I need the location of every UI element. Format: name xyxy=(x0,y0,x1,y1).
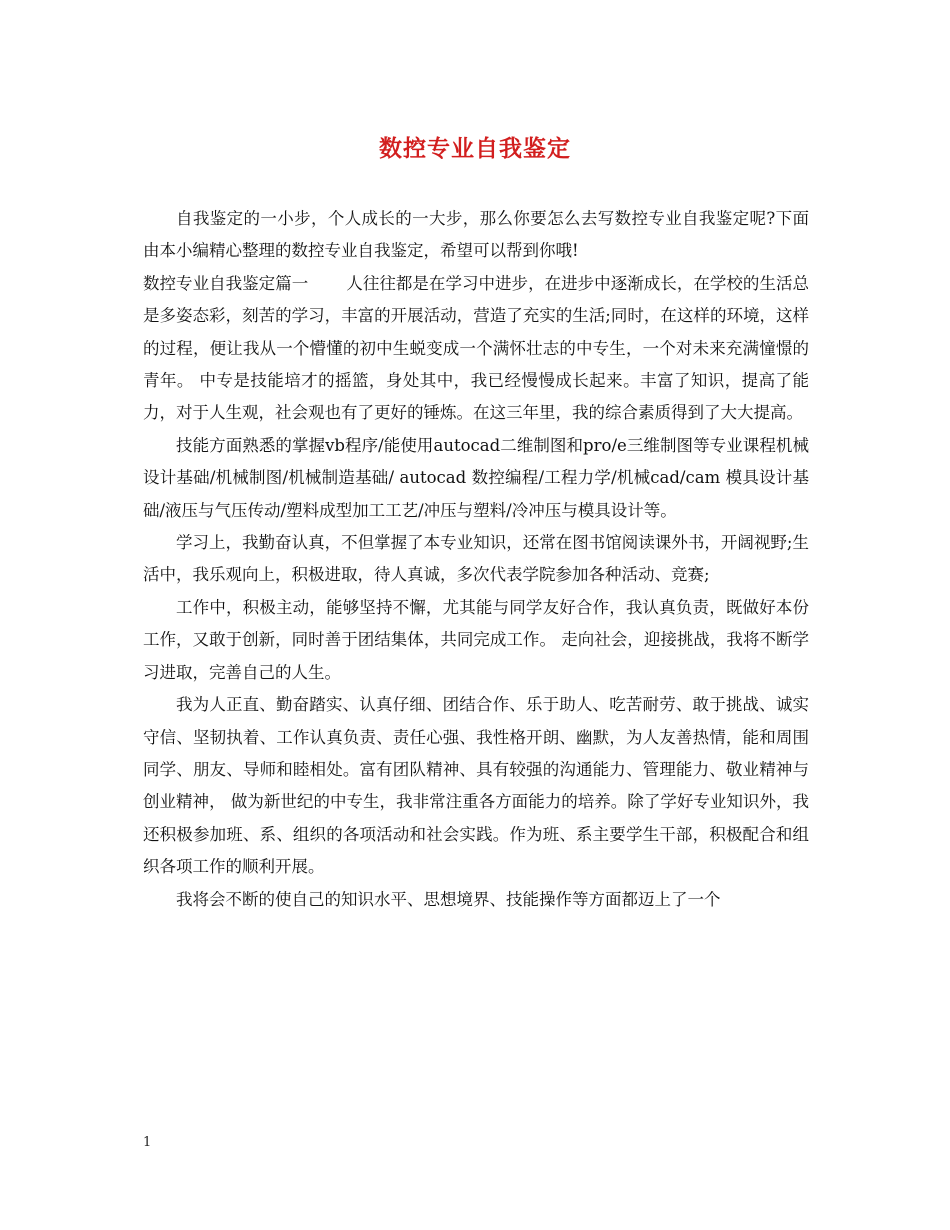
intro-paragraph: 自我鉴定的一小步，个人成长的一大步，那么你要怎么去写数控专业自我鉴定呢?下面由本小编精心整理的数控专业自我鉴定，希望可以帮到你哦! xyxy=(143,209,809,261)
paragraph-1-text: 人往往都是在学习中进步，在进步中逐渐成长，在学校的生活总是多姿态彩，刻苦的学习，丰富的开展活动，营造了充实的生活;同时，在这样的环境，这样的过程，便让我从一个懵懂的初中生蜕变成一个满怀壮志的中专生，一个对未来充满憧憬的青年。 中专是技能培才的摇篮，身处其中，我已经慢慢成长起来。丰富了知识，提高了能力，对于人生观，社会观也有了更好的锤炼。在这三年里，我的综合素质得到了大大提高。 xyxy=(143,273,810,423)
paragraph-3: 学习上，我勤奋认真，不但掌握了本专业知识，还常在图书馆阅读课外书，开阔视野;生活中，我乐观向上，积极进取，待人真诚，多次代表学院参加各种活动、竞赛; xyxy=(143,533,809,585)
paragraph-4: 工作中，积极主动，能够坚持不懈，尤其能与同学友好合作，我认真负责，既做好本份工作，又敢于创新，同时善于团结集体，共同完成工作。 走向社会，迎接挑战，我将不断学习进取，完善自己的人生。 xyxy=(143,597,809,682)
section-label: 数控专业自我鉴定篇一 xyxy=(143,273,309,293)
page-number: 1 xyxy=(143,1135,152,1150)
document-body xyxy=(143,203,809,916)
paragraph-6: 我将会不断的使自己的知识水平、思想境界、技能操作等方面都迈上了一个 xyxy=(176,889,721,909)
paragraph-2: 技能方面熟悉的掌握vb程序/能使用autocad二维制图和pro/e三维制图等专业课程机械设计基础/机械制图/机械制造基础/ autocad 数控编程/工程力学/机械cad/cam 模具设计基础/液压与气压传动/塑料成型加工工艺/冲压与塑料/冷冲压与模具设计等。 xyxy=(143,435,809,520)
section-paragraph-1 xyxy=(143,268,809,430)
paragraph-5: 我为人正直、勤奋踏实、认真仔细、团结合作、乐于助人、吃苦耐劳、敢于挑战、诚实守信、坚韧执着、工作认真负责、责任心强、我性格开朗、幽默，为人友善热情，能和周围同学、朋友、导师和睦相处。富有团队精神、具有较强的沟通能力、管理能力、敬业精神与创业精神， 做为新世纪的中专生，我非常注重各方面能力的培养。除了学好专业知识外，我还积极参加班、系、组织的各项活动和社会实践。作为班、系主要学生干部，积极配合和组织各项工作的顺利开展。 xyxy=(143,695,809,877)
page-title: 数控专业自我鉴定 xyxy=(379,135,571,162)
